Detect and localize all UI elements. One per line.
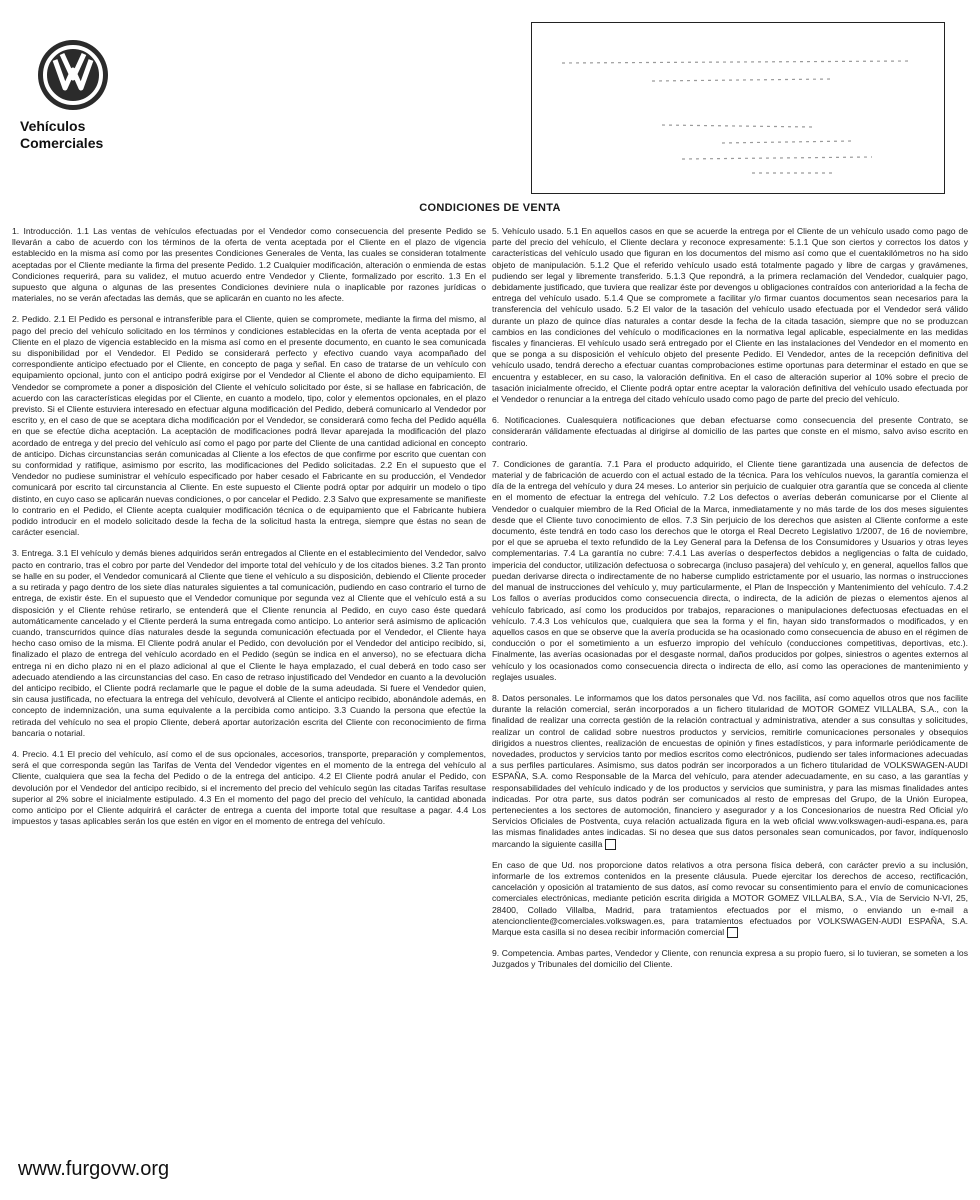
clause-vehiculo-usado: 5. Vehículo usado. 5.1 En aquellos casos en que se acuerde la entrega por el Cliente de un vehículo usado como pago de parte del precio del vehículo, el Cliente declara y reconoce expresamente: 5.1.1 Que son ciertos y correctos los datos y características del vehículo usado que figuran en los documentos del mismo así como que el cuentakilómetros no ha sido objeto de manipulación. 5.1.2 Que el referido vehículo usado está totalmente pagado y libre de cargas y gravámenes, pudiendo ser legal y libremente transferido. 5.1.3 Que repondrá, a la primera reclamación del Vendedor, cualquier pago, debidamente justificado, que tuviera que realizar éste por devengos u obligaciones contraídos con anterioridad a la fecha de entrega del vehículo usado. 5.1.4 Que se compromete a facilitar y/o firmar cuantos documentos sean necesarios para la transferencia del vehículo usado. 5.2 El valor de la tasación del vehículo usado efectuada por el Vendedor será válido durante un plazo de quince días naturales a contar desde la fecha de la citada tasación, siempre que no se produzcan cambios en las condiciones del vehículo o modificaciones en la normativa legal aplicable, especialmente en las medidas fiscales y financieras. El vehículo usado será entregado por el Cliente en las instalaciones del Vendedor en el momento en que se ponga a su disposición el vehículo objeto del presente Pedido. El Vendedor, antes de la recepción definitiva del vehículo usado, tendrá derecho a efectuar cuantas comprobaciones estime oportunas para determinar el estado en que se encuentra y establecer, en su caso, la valoración definitiva. En el caso de alteración superior al 10% sobre el precio de tasación inicialmente ofrecido, el Cliente podrá optar entre aceptar la valoración definitiva del vehículo usado efectuada por el Vendedor o renunciar a la entrega del citado vehículo usado como pago de parte del precio del vehículo. bbox=[492, 226, 968, 405]
redacted-address-scribble bbox=[532, 23, 944, 193]
right-column bbox=[492, 226, 968, 1176]
clause-introduccion: 1. Introducción. 1.1 Las ventas de vehículos efectuadas por el Vendedor como consecuencia del presente Pedido se llevarán a cabo de acuerdo con los términos de la oferta de venta aceptada por el Cliente en el plazo de vigencia establecido en la misma así como por las presentes Condiciones Generales de Venta, las cuales se consideran totalmente aceptadas por el Cliente mediante la firma del presente Pedido. 1.2 Cualquier modificación, alteración o enmienda de estas Condiciones requerirá, para su validez, el mutuo acuerdo entre Vendedor y Cliente, formalizado por escrito. 1.3 En el supuesto que alguna o algunas de las presentes Condiciones deviniere nula o inaplicable por razones jurídicas o materiales, no se verán afectadas las demás, que se aplicarán en cuanto no les afecte. bbox=[12, 226, 486, 304]
clause-precio: 4. Precio. 4.1 El precio del vehículo, así como el de sus opcionales, accesorios, transporte, preparación y complementos, será el que corresponda según las Tarifas de Venta del Vendedor vigentes en el momento de la entrega del vehículo al Cliente, cualquiera que sea la fecha del Pedido o de la entrega del anticipo. 4.2 El Cliente podrá anular el Pedido, con devolución por el Vendedor del anticipo recibido, si el incremento del precio del vehículo según las citadas Tarifas resultase superior al 2% sobre el inicialmente estipulado. 4.3 En el momento del pago del precio del vehículo, la cantidad abonada como anticipo por el Cliente adquirirá el carácter de entrega a cuenta del importe total que resultase a pagar. 4.4 Los impuestos y tasas aplicables serán los que estén en vigor en el momento de entrega del vehículo. bbox=[12, 748, 486, 827]
brand-line-2: Comerciales bbox=[20, 135, 104, 151]
brand-line-1: Vehículos bbox=[20, 118, 86, 134]
brand-logo bbox=[20, 40, 130, 152]
clause-derechos bbox=[492, 860, 968, 938]
document-title: CONDICIONES DE VENTA bbox=[419, 202, 561, 214]
clause-entrega: 3. Entrega. 3.1 El vehículo y demás bienes adquiridos serán entregados al Cliente en el establecimiento del Vendedor, salvo pacto en contrario, tras el cobro por parte del Vendedor del importe total del vehículo y de los citados bienes. 3.2 Tan pronto se halle en su poder, el Vendedor comunicará al Cliente que tiene el vehículo a su disposición, debiendo el Cliente proceder a su retirada y pago dentro de los siete días naturales siguientes a tal comunicación, pudiendo en caso contrario el turno de entrega, de existir éste. En el supuesto que el Vendedor comunique por segunda vez al Cliente que el vehículo está a su disposición y el Cliente rehúse retirarlo, se entenderá que el Cliente renuncia al Pedido, en cuyo caso éste quedará automáticamente cancelado y el Cliente perderá la suma entregada como anticipo. Lo anterior será asimismo de aplicación cuando, transcurridos quince días naturales desde la segunda comunicación efectuada por el Vendedor, el Cliente haya hecho caso omiso de la misma. El Cliente podrá anular el Pedido, con devolución por el Vendedor del anticipo recibido, si, finalizado el plazo de entrega del vehículo acordado en el Pedido (según se indica en el anverso), no se efectuara dicha entrega ni en dicho plazo ni en el plazo adicional al que el Cliente le haya emplazado, el cual deberá en todo caso ser adecuado atendiendo a las circunstancias del caso. En caso de retraso injustificado del Vendedor en cuanto a la devolución del anticipo recibido, el Cliente podrá reclamarle que le pague el doble de la suma adeudada. Si fuere el Vendedor quien, sin causa justificada, no efectuara la entrega del vehículo, devolverá al Cliente el anticipo recibido, abonándole además, en concepto de indemnización, una suma equivalente a la percibida como anticipo. 3.3 Cuando la persona que efectúe la retirada del vehículo no sea el propio Cliente, deberá aportar autorización escrita del Cliente con reconocimiento de firma bancaria o notarial. bbox=[12, 548, 486, 738]
clause-pedido: 2. Pedido. 2.1 El Pedido es personal e intransferible para el Cliente, quien se compromete, mediante la firma del mismo, al pago del precio del vehículo solicitado en los términos y condiciones establecidas en la oferta de venta aceptada por el Cliente en el plazo de vigencia establecido en la misma así como en el presente documento, en cuanto le sea comunicada su disponibilidad por el Vendedor. El Pedido se considerará perfecto y efectivo cuando vaya acompañado del correspondiente anticipo efectuado por el Cliente, en concepto de paga y señal. En caso de tratarse de un vehículo con equipamiento opcional, junto con el anticipo podrá exigirse por el Vendedor al Cliente el abono de dicho equipamiento. El Vendedor se compromete a poner a disposición del Cliente el vehículo solicitado por éste, si se hallase en fabricación, de acuerdo con las características elegidas por el Cliente, en cuanto a modelo, tipo, color y elementos opcionales, en el plazo previsto. Si el Cliente estuviera interesado en efectuar alguna modificación del Pedido, deberá comunicarlo al Vendedor por escrito y, en el caso de que se aceptara dicha modificación por el Vendedor, se considerará como fecha del Pedido aquélla en que se efectúe dicha aceptación. La aceptación de modificaciones podrá llevar aparejada la modificación del plazo acordado de entrega y del precio del vehículo así como el pago por parte del Cliente de una cantidad adicional en concepto de anticipo. Dichas circunstancias serán comunicadas al Cliente a los efectos de que confirme por escrito que cuentan con su conformidad y ratifique, asimismo por escrito, las modificaciones del Pedido solicitadas. 2.2 En el supuesto que el Vendedor no pudiese suministrar el vehículo especificado por haber cesado el Fabricante en su producción, el Vendedor comunicará por escrito tal circunstancia al Cliente. En este supuesto el Cliente podrá optar por adquirir un modelo o tipo distinto, en cuyo caso se aplicarán nuevas condiciones, o por cancelar el Pedido. 2.3 Salvo que expresamente se manifieste lo contrario en el Pedido, el Cliente acepta cualquier modificación técnica o de equipamiento que el Fabricante hubiera podido introducir en el modelo solicitado desde la fecha de la solicitud hasta la entrega, siempre que éstas no sean de carácter esencial. bbox=[12, 314, 486, 538]
no-commercial-info-checkbox[interactable] bbox=[727, 927, 738, 938]
no-share-data-checkbox[interactable] bbox=[605, 839, 616, 850]
customer-address-box bbox=[531, 22, 945, 194]
clause-garantia: 7. Condiciones de garantía. 7.1 Para el producto adquirido, el Cliente tiene garantizada una ausencia de defectos de material y de fabricación de acuerdo con el actual estado de la técnica. Para los vehículos nuevos, la garantía comienza el día de la entrega del vehículo y dura 24 meses. Lo anterior sin perjuicio de cualquier otra garantía que se conceda al cliente en el momento de efectuar la entrega del vehículo. 7.2 Los defectos o averías deberán comunicarse por el Cliente al Vendedor o cualquier miembro de la Red Oficial de la Marca, inmediatamente y no más tarde de los dos meses siguientes desde que el Cliente tuvo conocimiento de ellos. 7.3 Sin perjuicio de los derechos que asisten al Cliente conforme a este documento, éste tendrá en todo caso los derechos que le otorga el Real Decreto Legislativo 1/2007, de 16 de noviembre, por el que se aprueba el texto refundido de la Ley General para la Defensa de los Consumidores y Usuarios y otras leyes complementarias. 7.4 La garantía no cubre: 7.4.1 Las averías o desperfectos debidos a negligencias o falta de cuidado, impericia del conductor, utilización defectuosa o sobrecarga (incluso pasajera) del vehículo y, en general, aquellos fallos que puedan derivarse directa o indirectamente de no haberse cumplido estrictamente por el usuario, las normas o instrucciones del manual de instrucciones del vehículo y, muy particularmente, el Plan de Inspección y Mantenimiento del vehículo. 7.4.2 Los fallos o averías producidos como consecuencia directa, o indirecta, de la adición de piezas o elementos ajenos al vehículo fabricado, así como los producidos por trabajos, reparaciones o manipulaciones defectuosas efectuadas en el vehículo. 7.4.3 Los vehículos que, cualquiera que sea la forma y el fin, hayan sido transformados o modificados, y en aquellos casos en que se observe que la avería producida se ha ocasionado como consecuencia de abuso en el régimen de conducción o por el sometimiento a un esfuerzo impropio del vehículo (conducciones competitivas, deportivas, etc.). Finalmente, las averías ocasionadas por el desgaste normal, daños producidos por golpes, siniestros o agentes externos al vehículo y los ocasionados como consecuencia directa o indirecta de ello, así como las operaciones de mantenimiento y reglajes usuales. bbox=[492, 458, 968, 682]
datos-personales-text: 8. Datos personales. Le informamos que los datos personales que Vd. nos facilita, así como aquellos otros que nos facilite durante la relación comercial, serán incorporados a un fichero titularidad de MOTOR GOMEZ VILLALBA, S.A., con la finalidad de realizar una correcta gestión de la relación contractual y administrativa, atender a sus consultas y solicitudes, realizar un control de calidad sobre nuestros productos y servicios, remitirle comunicaciones personales y obsequios dirigidos a nuestros clientes, realización de encuestas de opinión y fines estadísticos, y para informarle periódicamente de novedades, productos y servicios tanto por medios escritos como electrónicos, pudiendo ser tales informaciones adecuadas a sus perfiles particulares. Asimismo, sus datos podrán ser incorporados a un fichero titularidad de VOLKSWAGEN-AUDI ESPAÑA, S.A. como Responsable de la Marca del vehículo, para atender adecuadamente, en su caso, a las garantías y responsabilidades del vehículo indicado y de los productos y servicios que suministra, y para las mismas finalidades antes indicadas. Por otra parte, sus datos podrán ser comunicados al resto de empresas del Grupo, de la Unión Europea, pertenecientes a los sectores de automoción, financiero y asegurador y a los Concesionarios de nuestra Red Oficial y/o Servicios Oficiales de Postventa, cuya relación actualizada figura en la web oficial www.volkswagen-audi-espana.es, para las mismas finalidades antes indicadas. Si no desea que sus datos personales sean comunicados, por favor, indíquenoslo marcando la siguiente casilla bbox=[492, 692, 968, 849]
left-column bbox=[12, 226, 486, 1186]
clause-datos-personales bbox=[492, 693, 968, 850]
derechos-text: En caso de que Ud. nos proporcione datos relativos a otra persona física deberá, con carácter previo a su inclusión, informarle de los extremos contenidos en la presente cláusula. Puede ejercitar los derechos de acceso, rectificación, cancelación y oposición al tratamiento de sus datos, así como revocar su consentimiento para el envío de comunicaciones comerciales electrónicas, mediante petición escrita dirigida a MOTOR GOMEZ VILLALBA, S.A., Vía de Servicio N-VI, 25, 28400, Collado Villalba, Madrid, para tratamientos efectuados por el mismo, o enviando un e-mail a atencioncliente@comerciales.volkswagen.es, para tratamientos efectuados por VOLKSWAGEN-AUDI ESPAÑA, S.A. Marque esta casilla si no desea recibir información comercial bbox=[492, 859, 968, 938]
clause-competencia: 9. Competencia. Ambas partes, Vendedor y Cliente, con renuncia expresa a su propio fuero, si lo tuvieran, se someten a los Juzgados y Tribunales del domicilio del Cliente. bbox=[492, 948, 968, 970]
clause-notificaciones: 6. Notificaciones. Cualesquiera notificaciones que deban efectuarse como consecuencia del presente Contrato, se considerarán válidamente efectuadas al dirigirse al domicilio de las partes que conste en el mismo, salvo aviso escrito en contrario. bbox=[492, 415, 968, 448]
brand-name bbox=[20, 118, 130, 152]
footer-watermark: www.furgovw.org bbox=[18, 1158, 170, 1180]
vw-emblem-icon bbox=[38, 40, 108, 110]
